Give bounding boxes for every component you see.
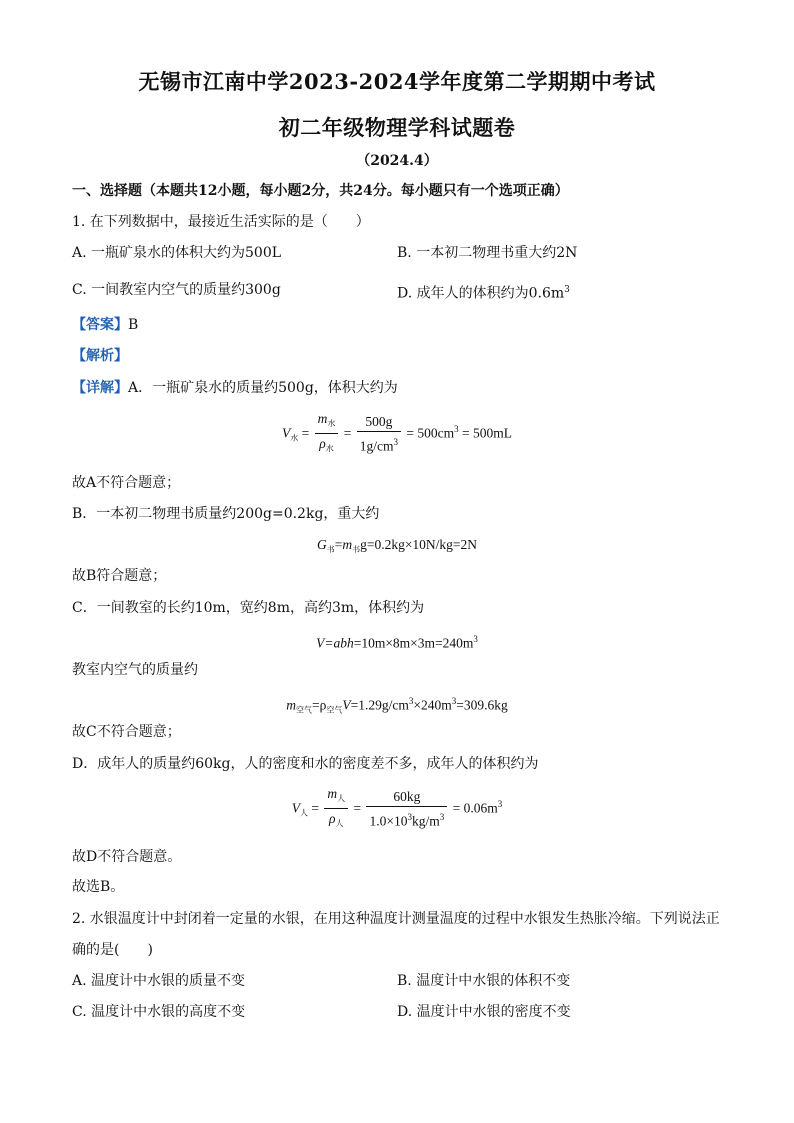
q1-option-b: B. 一本初二物理书重大约2N: [397, 245, 578, 261]
q1-detail-a: 【详解】A．一瓶矿泉水的质量约500g，体积大约为: [72, 380, 398, 396]
q1-conclusion-c: 故C不符合题意；: [72, 724, 181, 740]
formula-a: $V_水$ = $\frac{m_水}{\rho_水}$ = $\frac{500g}{1g/cm^3}$ = $500cm^3 = 500mL$: [282, 411, 512, 454]
q1-option-a: A. 一瓶矿泉水的体积大约为500L: [72, 245, 282, 261]
q2-option-c: C. 温度计中水银的高度不变: [72, 1004, 246, 1020]
q2-stem-line1: 2. 水银温度计中封闭着一定量的水银，在用这种温度计测量温度的过程中水银发生热胀冷缩。下列说法正: [72, 911, 720, 927]
q1-option-d: D. 成年人的体积约为$0.6m^3$: [397, 285, 570, 302]
q2-option-b: B. 温度计中水银的体积不变: [397, 973, 571, 989]
formula-c2: $m_{空气}=\rho_{空气}V=1.29g/cm^3\times 240m^3=309.6kg$: [286, 696, 508, 715]
q2-stem-line2: 确的是( ): [72, 942, 153, 958]
q1-conclusion-d: 故D不符合题意。: [72, 849, 182, 865]
q1-conclusion-b: 故B符合题意；: [72, 568, 167, 584]
formula-c1: $V=abh=10m\times 8m\times 3m=240m^3$: [316, 634, 478, 651]
answer-value: B: [128, 317, 139, 333]
exam-date: （2024.4）: [356, 153, 438, 169]
q1-detail-d: D．成年人的质量约60kg，人的密度和水的密度差不多，成年人的体积约为: [72, 756, 539, 772]
exam-subtitle: 初二年级物理学科试题卷: [278, 115, 516, 140]
q1-stem: 1. 在下列数据中，最接近生活实际的是（ ）: [72, 214, 370, 230]
q1-option-c: C. 一间教室内空气的质量约300g: [72, 282, 281, 298]
q1-detail-b: B．一本初二物理书质量约200g=0.2kg，重大约: [72, 506, 380, 522]
q2-option-d: D. 温度计中水银的密度不变: [397, 1004, 571, 1020]
analysis-label: 【解析】: [72, 348, 128, 364]
detail-label: 【详解】: [72, 380, 128, 396]
answer-label: 【答案】: [72, 317, 128, 333]
exam-title: 无锡市江南中学2023-2024学年度第二学期期中考试: [138, 69, 656, 94]
q1-answer: [72, 315, 138, 335]
section-heading: 一、选择题（本题共12小题，每小题2分，共24分。每小题只有一个选项正确）: [72, 183, 569, 199]
q1-final: 故选B。: [72, 879, 125, 895]
q1-detail-c2: 教室内空气的质量约: [72, 662, 198, 678]
formula-b: $G_书=m_书g=0.2kg\times 10N/kg=2N$: [316, 537, 478, 554]
q1-detail-c: C．一间教室的长约10m，宽约8m，高约3m，体积约为: [72, 600, 425, 616]
q2-option-a: A. 温度计中水银的质量不变: [72, 973, 246, 989]
q1-analysis: [72, 346, 128, 366]
formula-d: $V_人$ = $\frac{m_人}{\rho_人}$ = $\frac{60kg}{1.0\times 10^3kg/m^3}$ = $0.06m^3$: [291, 786, 503, 829]
q1-conclusion-a: 故A不符合题意；: [72, 475, 181, 491]
